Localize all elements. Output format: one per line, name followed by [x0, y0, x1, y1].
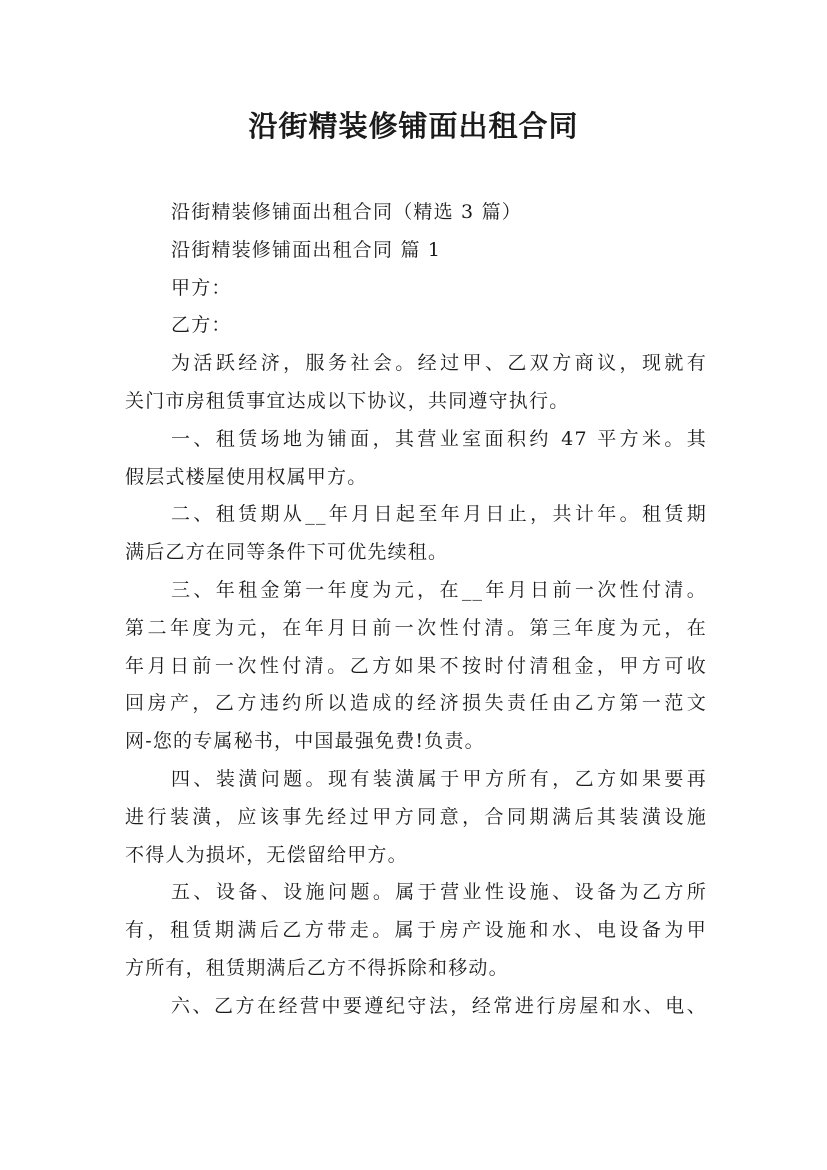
paragraph-line: 有，租赁期满后乙方带走。属于房产设施和水、电设备为甲 [125, 919, 707, 942]
paragraph-line: 满后乙方在同等条件下可优先续租。 [125, 541, 449, 564]
paragraph-line: 为活跃经济，服务社会。经过甲、乙双方商议，现就有 [171, 352, 707, 375]
party-a-line: 甲方： [171, 276, 232, 299]
paragraph-line: 三、年租金第一年度为元，在__年月日前一次性付清。 [171, 578, 707, 601]
paragraph-line: 关门市房租赁事宜达成以下协议，共同遵守执行。 [125, 389, 570, 412]
paragraph-line: 进行装潢，应该事先经过甲方同意，合同期满后其装潢设施 [125, 805, 707, 828]
paragraph-line: 不得人为损坏，无偿留给甲方。 [125, 843, 408, 866]
paragraph-line: 第二年度为元，在年月日前一次性付清。第三年度为元，在 [125, 616, 707, 639]
paragraph-line: 假层式楼屋使用权属甲方。 [125, 465, 368, 488]
paragraph-line-subtitle: 沿街精装修铺面出租合同（精选 3 篇） [171, 201, 522, 223]
paragraph-line: 回房产，乙方违约所以造成的经济损失责任由乙方第一范文 [125, 692, 707, 715]
paragraph-line: 年月日前一次性付清。乙方如果不按时付清租金，甲方可收 [125, 654, 707, 677]
document-title: 沿街精装修铺面出租合同 [248, 109, 579, 143]
paragraph-line: 六、乙方在经营中要遵纪守法，经常进行房屋和水、电、 [171, 994, 707, 1017]
paragraph-line: 网-您的专属秘书，中国最强免费!负责。 [125, 730, 485, 753]
paragraph-line: 四、装潢问题。现有装潢属于甲方所有，乙方如果要再 [171, 767, 707, 790]
paragraph-line: 方所有，租赁期满后乙方不得拆除和移动。 [125, 956, 509, 979]
paragraph-line: 二、租赁期从__年月日起至年月日止，共计年。租赁期 [171, 503, 707, 526]
paragraph-line: 五、设备、设施问题。属于营业性设施、设备为乙方所 [171, 881, 707, 904]
paragraph-line-section-heading: 沿街精装修铺面出租合同 篇 1 [171, 238, 442, 261]
paragraph-line: 一、租赁场地为铺面，其营业室面积约 47 平方米。其 [171, 427, 707, 450]
party-b-line: 乙方： [171, 314, 232, 337]
document-body [125, 194, 707, 1026]
